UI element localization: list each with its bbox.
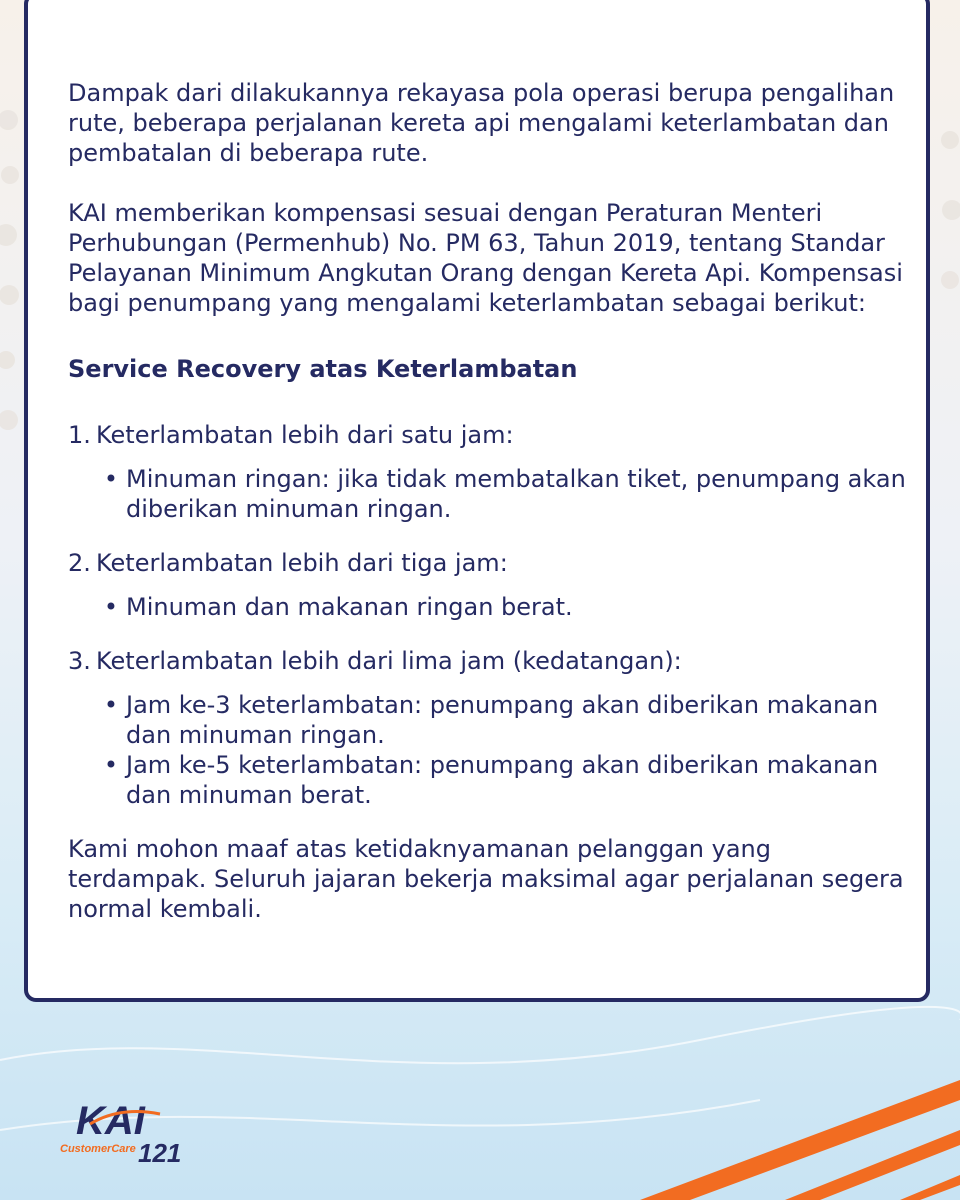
item-number: 2.: [68, 549, 91, 577]
bullet-list: [96, 690, 908, 810]
item-title: Keterlambatan lebih dari lima jam (kedatangan):: [96, 647, 682, 675]
bullet-icon: •: [103, 465, 119, 493]
bullet-item: [96, 464, 908, 524]
bullet-icon: •: [103, 691, 119, 719]
list-item-2: [68, 548, 908, 622]
bullet-icon: •: [103, 593, 119, 621]
bullet-text: Minuman dan makanan ringan berat.: [126, 593, 573, 621]
logo-brand-text: KAI: [76, 1099, 145, 1143]
closing-paragraph: Kami mohon maaf atas ketidaknyamanan pelanggan yang terdampak. Seluruh jajaran bekerja maksimal agar perjalanan segera normal kembali.: [68, 835, 904, 923]
list-item-3: [68, 646, 908, 810]
bullet-text: Jam ke-3 keterlambatan: penumpang akan diberikan makanan dan minuman ringan.: [126, 691, 879, 749]
item-number: 1.: [68, 421, 91, 449]
bullet-text: Jam ke-5 keterlambatan: penumpang akan diberikan makanan dan minuman berat.: [126, 751, 879, 809]
intro-paragraph: Dampak dari dilakukannya rekayasa pola operasi berupa pengalihan rute, beberapa perjalanan kereta api mengalami keterlambatan dan pembatalan di beberapa rute.: [68, 79, 895, 167]
bullet-item: [96, 592, 908, 622]
compensation-paragraph: KAI memberikan kompensasi sesuai dengan Peraturan Menteri Perhubungan (Permenhub) No. PM 63, Tahun 2019, tentang Standar Pelayanan Minimum Angkutan Orang dengan Kereta Api. Kompensasi bagi penumpang yang mengalami keterlambatan sebagai berikut:: [68, 199, 903, 317]
bullet-text: Minuman ringan: jika tidak membatalkan tiket, penumpang akan diberikan minuman ringan.: [126, 465, 906, 523]
item-title: Keterlambatan lebih dari tiga jam:: [96, 549, 508, 577]
announcement-content: [68, 78, 908, 924]
item-title: Keterlambatan lebih dari satu jam:: [96, 421, 514, 449]
logo-subtitle-text: CustomerCare: [60, 1143, 136, 1155]
logo-number-text: 121: [138, 1138, 182, 1166]
bullet-icon: •: [103, 751, 119, 779]
kai-customercare-logo: [60, 1096, 190, 1166]
item-number: 3.: [68, 647, 91, 675]
bullet-list: [96, 464, 908, 524]
bullet-item: [96, 690, 908, 750]
section-heading: Service Recovery atas Keterlambatan: [68, 355, 578, 383]
bullet-list: [96, 592, 908, 622]
list-item-1: [68, 420, 908, 524]
bullet-item: [96, 750, 908, 810]
